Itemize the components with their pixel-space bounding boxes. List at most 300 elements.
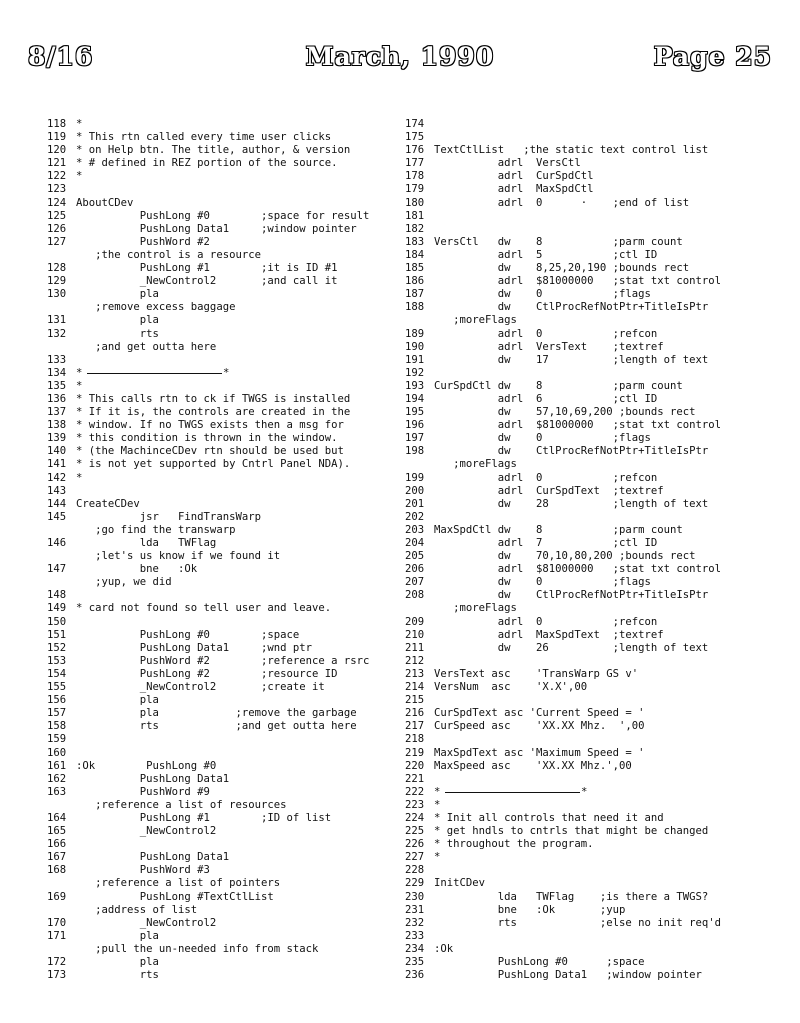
line-number: 199 (405, 471, 425, 484)
line-number: 221 (405, 772, 425, 785)
line-number: 138 (47, 419, 67, 432)
line-number: 195 (405, 406, 425, 419)
code-line (47, 314, 407, 327)
code-line (405, 537, 765, 550)
code-text: adrl $81000000 ;stat txt control (434, 419, 722, 432)
code-line (405, 616, 765, 629)
code-text: adrl VersCtl (434, 157, 581, 170)
code-text: PushLong Data1 (76, 772, 230, 785)
code-line (405, 223, 765, 236)
code-line (405, 602, 765, 615)
code-text: adrl $81000000 ;stat txt control (434, 563, 722, 576)
code-line (47, 694, 407, 707)
code-line (47, 144, 407, 157)
code-line (405, 249, 765, 262)
code-line (47, 681, 407, 694)
line-number: 193 (405, 379, 425, 392)
code-text: pla (76, 314, 159, 327)
code-line (405, 485, 765, 498)
code-text: dw 0 ;flags (434, 432, 651, 445)
line-number: 121 (47, 157, 67, 170)
code-line (47, 760, 407, 773)
code-text: adrl MaxSpdText ;textref (434, 628, 664, 641)
code-line (405, 511, 765, 524)
code-text: adrl 0 ;refcon (434, 471, 658, 484)
code-text: ;moreFlags (434, 602, 517, 615)
line-number: 158 (47, 720, 67, 733)
code-line (405, 458, 765, 471)
line-number: 143 (47, 484, 67, 497)
code-line (47, 458, 407, 471)
code-text: VersNum asc 'X.X',00 (434, 681, 588, 694)
code-text: VersCtl dw 8 ;parm count (434, 235, 683, 248)
code-text: ;yup, we did (76, 576, 172, 589)
line-number: 207 (405, 576, 425, 589)
code-text: ;moreFlags (434, 458, 517, 471)
code-text: adrl 0 ;refcon (434, 327, 658, 340)
code-line (47, 328, 407, 341)
code-line (405, 288, 765, 301)
line-number: 196 (405, 419, 425, 432)
line-number: 201 (405, 497, 425, 510)
code-text: MaxSpeed asc 'XX.XX Mhz.',00 (434, 759, 632, 772)
line-number: 177 (405, 157, 425, 170)
code-line (405, 144, 765, 157)
code-text: adrl 0 · ;end of list (434, 196, 690, 209)
code-text: * is not yet supported by Cntrl Panel NDA). (76, 458, 351, 471)
code-line (47, 576, 407, 589)
code-text: PushWord #2 (76, 235, 210, 248)
line-number: 159 (47, 733, 67, 746)
line-number: 172 (47, 956, 67, 968)
code-text: PushWord #3 (76, 864, 210, 877)
code-line (47, 472, 407, 485)
code-line (47, 367, 407, 380)
code-text: * Init all controls that need it and (434, 811, 664, 824)
code-text: pla (76, 929, 159, 942)
code-text: CurSpdText asc 'Current Speed = ' (434, 707, 645, 720)
line-number: 183 (405, 235, 425, 248)
line-number: 189 (405, 327, 425, 340)
code-text: * throughout the program. (434, 838, 594, 851)
line-number: 173 (47, 969, 67, 982)
code-line (405, 563, 765, 576)
line-number: 133 (47, 353, 67, 366)
code-line (47, 877, 407, 890)
code-text: * (76, 366, 83, 379)
code-line (405, 877, 765, 890)
line-number: 147 (47, 563, 67, 576)
code-text: * (76, 379, 83, 392)
line-number: 170 (47, 916, 67, 929)
code-line (405, 550, 765, 563)
code-text: ;remove excess baggage (76, 301, 236, 314)
code-line (405, 694, 765, 707)
line-number: 235 (405, 956, 425, 968)
line-number: 217 (405, 720, 425, 733)
code-line (405, 904, 765, 917)
code-text: rts (76, 969, 159, 982)
line-number: 198 (405, 445, 425, 458)
code-line (47, 445, 407, 458)
code-text: PushLong #TextCtlList (76, 890, 274, 903)
line-number: 218 (405, 733, 425, 746)
code-line (47, 773, 407, 786)
code-text: adrl CurSpdText ;textref (434, 484, 664, 497)
code-line (47, 380, 407, 393)
code-line (405, 197, 765, 210)
code-line (405, 524, 765, 537)
code-line (47, 170, 407, 183)
code-text: adrl 6 ;ctl ID (434, 392, 658, 405)
code-line (405, 825, 765, 838)
line-number: 127 (47, 235, 67, 248)
code-line (405, 707, 765, 720)
code-line (47, 786, 407, 799)
code-line (405, 864, 765, 877)
line-number: 191 (405, 353, 425, 366)
line-number: 126 (47, 222, 67, 235)
code-line (47, 917, 407, 930)
line-number: 157 (47, 707, 67, 720)
code-text: ;the control is a resource (76, 248, 261, 261)
code-line (47, 904, 407, 917)
line-number: 123 (47, 183, 67, 196)
code-text: ;pull the un-needed info from stack (76, 942, 319, 955)
separator-star: * (223, 366, 230, 379)
line-number: 167 (47, 851, 67, 864)
line-number: 140 (47, 445, 67, 458)
code-line (405, 799, 765, 812)
line-number: 194 (405, 392, 425, 405)
code-line (405, 445, 765, 458)
code-line (405, 576, 765, 589)
line-number: 122 (47, 170, 67, 183)
line-number: 151 (47, 628, 67, 641)
code-line (405, 589, 765, 602)
code-line (47, 864, 407, 877)
line-number: 120 (47, 144, 67, 157)
code-text: dw 57,10,69,200 ;bounds rect (434, 406, 696, 419)
line-number: 155 (47, 681, 67, 694)
line-number: 141 (47, 458, 67, 471)
code-text: _NewControl2 (76, 825, 217, 838)
code-line (405, 930, 765, 943)
code-line (405, 472, 765, 485)
line-number: 139 (47, 432, 67, 445)
code-line (47, 131, 407, 144)
page-number: Page 25 (653, 42, 772, 71)
page-header (28, 42, 772, 82)
code-line (405, 668, 765, 681)
code-line (47, 851, 407, 864)
code-line (47, 432, 407, 445)
code-text: VersText asc 'TransWarp GS v' (434, 667, 639, 680)
line-number: 145 (47, 510, 67, 523)
line-number: 203 (405, 523, 425, 536)
line-number: 129 (47, 275, 67, 288)
code-text: * card not found so tell user and leave. (76, 602, 332, 615)
code-line (47, 498, 407, 511)
code-text: adrl VersText ;textref (434, 340, 664, 353)
line-number: 184 (405, 248, 425, 261)
code-text: TextCtlList ;the static text control list (434, 144, 709, 157)
code-line (47, 720, 407, 733)
code-text: PushLong #0 ;space (434, 956, 645, 968)
code-text: dw 17 ;length of text (434, 353, 709, 366)
line-number: 164 (47, 811, 67, 824)
line-number: 134 (47, 366, 67, 379)
code-text: ;reference a list of resources (76, 798, 287, 811)
code-line (405, 642, 765, 655)
line-number: 230 (405, 890, 425, 903)
line-number: 190 (405, 340, 425, 353)
code-line (405, 733, 765, 746)
code-line (47, 275, 407, 288)
code-line (47, 288, 407, 301)
code-text: dw CtlProcRefNotPtr+TitleIsPtr (434, 445, 709, 458)
code-text: * window. If no TWGS exists then a msg for (76, 419, 344, 432)
code-text: MaxSpdCtl dw 8 ;parm count (434, 523, 683, 536)
code-line (405, 354, 765, 367)
code-text: * this condition is thrown in the window. (76, 432, 338, 445)
code-line (47, 118, 407, 131)
line-number: 149 (47, 602, 67, 615)
line-number: 206 (405, 563, 425, 576)
code-line (47, 812, 407, 825)
line-number: 119 (47, 131, 67, 144)
code-line (47, 262, 407, 275)
line-number: 215 (405, 694, 425, 707)
line-number: 225 (405, 825, 425, 838)
code-line (405, 812, 765, 825)
code-text: CurSpdCtl dw 8 ;parm count (434, 379, 683, 392)
code-line (47, 838, 407, 851)
line-number: 220 (405, 759, 425, 772)
line-number: 160 (47, 746, 67, 759)
code-line (405, 432, 765, 445)
code-text: ;go find the transwarp (76, 523, 236, 536)
line-number: 226 (405, 838, 425, 851)
code-text: adrl MaxSpdCtl (434, 183, 594, 196)
code-line (47, 524, 407, 537)
code-text: * (434, 798, 441, 811)
code-line (47, 655, 407, 668)
code-text: dw 8,25,20,190 ;bounds rect (434, 262, 690, 275)
code-text: PushLong #0 ;space for result (76, 209, 370, 222)
line-number: 118 (47, 118, 67, 130)
code-line (405, 851, 765, 864)
code-text: PushLong Data1 ;window pointer (76, 222, 357, 235)
code-line (405, 891, 765, 904)
code-text: bne :Ok (76, 563, 198, 576)
code-line (47, 550, 407, 563)
code-text: * (76, 170, 83, 183)
line-number: 156 (47, 694, 67, 707)
code-line (47, 891, 407, 904)
code-text: PushWord #2 ;reference a rsrc (76, 654, 370, 667)
code-text: CreateCDev (76, 497, 140, 510)
code-text: pla ;remove the garbage (76, 707, 357, 720)
code-line (405, 328, 765, 341)
code-line (47, 419, 407, 432)
code-text: MaxSpdText asc 'Maximum Speed = ' (434, 746, 645, 759)
code-text: rts (76, 327, 159, 340)
line-number: 197 (405, 432, 425, 445)
code-text: PushLong Data1 ;wnd ptr (76, 641, 312, 654)
code-line (47, 930, 407, 943)
code-text: adrl 0 ;refcon (434, 615, 658, 628)
code-line (47, 943, 407, 956)
code-text: * (76, 471, 83, 484)
code-line (47, 249, 407, 262)
line-number: 175 (405, 131, 425, 144)
line-number: 186 (405, 275, 425, 288)
code-line (405, 341, 765, 354)
line-number: 163 (47, 785, 67, 798)
code-text: PushWord #9 (76, 785, 210, 798)
code-text: dw 0 ;flags (434, 288, 651, 301)
code-text: AboutCDev (76, 196, 134, 209)
code-text: dw 28 ;length of text (434, 497, 709, 510)
code-line (405, 406, 765, 419)
code-line (47, 825, 407, 838)
line-number: 202 (405, 510, 425, 523)
line-number: 228 (405, 864, 425, 877)
line-number: 214 (405, 681, 425, 694)
code-line (47, 642, 407, 655)
line-number: 168 (47, 864, 67, 877)
code-text: CurSpeed asc 'XX.XX Mhz. ',00 (434, 720, 645, 733)
line-number: 162 (47, 772, 67, 785)
line-number: 130 (47, 288, 67, 301)
code-text: jsr FindTransWarp (76, 510, 261, 523)
code-line (405, 419, 765, 432)
line-number: 233 (405, 929, 425, 942)
code-text: * If it is, the controls are created in the (76, 406, 351, 419)
line-number: 213 (405, 667, 425, 680)
code-line (47, 733, 407, 746)
line-number: 180 (405, 196, 425, 209)
code-text: rts ;else no init req'd (434, 916, 722, 929)
line-number: 205 (405, 550, 425, 563)
code-line (47, 956, 407, 969)
code-line (47, 747, 407, 760)
code-line (405, 262, 765, 275)
code-line (47, 223, 407, 236)
line-number: 154 (47, 667, 67, 680)
code-line (405, 943, 765, 956)
code-line (405, 170, 765, 183)
code-line (405, 210, 765, 223)
code-line (405, 655, 765, 668)
code-text: * (434, 851, 441, 864)
line-number: 146 (47, 537, 67, 549)
code-line (47, 354, 407, 367)
code-listing-right (405, 118, 765, 982)
code-text: * (the MachinceCDev rtn should be used but (76, 445, 344, 458)
code-text: * on Help btn. The title, author, & version (76, 144, 351, 157)
code-line (405, 131, 765, 144)
code-line (405, 773, 765, 786)
line-number: 142 (47, 471, 67, 484)
line-number: 200 (405, 484, 425, 497)
code-line (405, 747, 765, 760)
code-text: PushLong #1 ;ID of list (76, 811, 332, 824)
separator-rule (445, 792, 580, 793)
code-line (47, 969, 407, 982)
code-line (47, 511, 407, 524)
code-line (405, 498, 765, 511)
line-number: 153 (47, 654, 67, 667)
code-text: _NewControl2 ;create it (76, 681, 325, 694)
code-text: dw 70,10,80,200 ;bounds rect (434, 550, 696, 563)
line-number: 179 (405, 183, 425, 196)
code-line (47, 393, 407, 406)
code-text: _NewControl2 ;and call it (76, 275, 338, 288)
code-line (47, 197, 407, 210)
code-text: * This rtn called every time user clicks (76, 131, 332, 144)
code-line (47, 616, 407, 629)
code-line (47, 236, 407, 249)
code-line (405, 393, 765, 406)
line-number: 152 (47, 641, 67, 654)
line-number: 137 (47, 406, 67, 419)
code-text: bne :Ok ;yup (434, 903, 626, 916)
line-number: 222 (405, 785, 425, 798)
code-line (47, 563, 407, 576)
line-number: 124 (47, 196, 67, 209)
code-line (405, 917, 765, 930)
code-text: ;reference a list of pointers (76, 877, 281, 890)
code-text: lda TWFlag ;is there a TWGS? (434, 890, 709, 903)
line-number: 234 (405, 942, 425, 955)
code-line (47, 707, 407, 720)
code-text: PushLong Data1 ;window pointer (434, 969, 702, 982)
line-number: 132 (47, 327, 67, 340)
code-line (47, 341, 407, 354)
code-line (47, 537, 407, 550)
code-text: :Ok PushLong #0 (76, 759, 217, 772)
line-number: 231 (405, 903, 425, 916)
code-text: adrl 7 ;ctl ID (434, 537, 658, 549)
line-number: 135 (47, 379, 67, 392)
code-line (405, 157, 765, 170)
code-text: * (76, 118, 83, 130)
line-number: 211 (405, 641, 425, 654)
code-line (405, 118, 765, 131)
code-text: * get hndls to cntrls that might be changed (434, 825, 709, 838)
line-number: 204 (405, 537, 425, 549)
line-number: 148 (47, 589, 67, 602)
code-line (405, 681, 765, 694)
code-text: rts ;and get outta here (76, 720, 357, 733)
line-number: 227 (405, 851, 425, 864)
code-line (405, 956, 765, 969)
code-line (47, 485, 407, 498)
code-line (405, 367, 765, 380)
code-text: adrl 5 ;ctl ID (434, 248, 658, 261)
code-text: :Ok (434, 942, 454, 955)
code-line (405, 969, 765, 982)
line-number: 208 (405, 589, 425, 602)
code-text: ;let's us know if we found it (76, 550, 281, 563)
code-text: ;moreFlags (434, 314, 517, 327)
line-number: 223 (405, 798, 425, 811)
line-number: 212 (405, 654, 425, 667)
line-number: 136 (47, 392, 67, 405)
code-line (405, 314, 765, 327)
